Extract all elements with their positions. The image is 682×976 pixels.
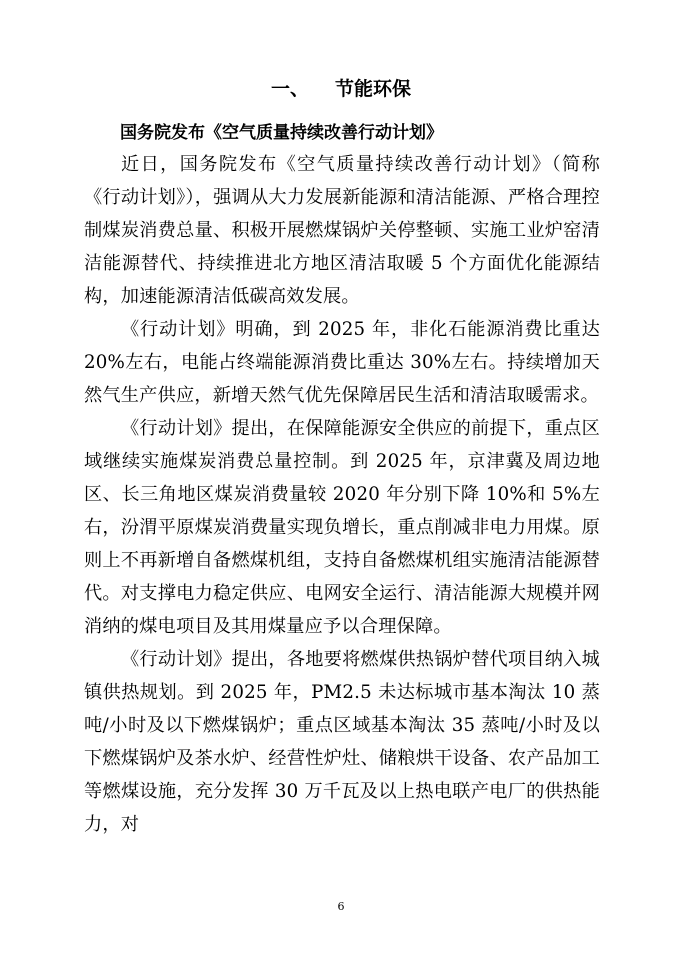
article-body — [84, 148, 600, 841]
paragraph-2: 《行动计划》明确，到 2025 年，非化石能源消费比重达 20%左右，电能占终端能源消费比重达 30%左右。持续增加天然气生产供应，新增天然气优先保障居民生活和清洁取暖需求。 — [84, 319, 600, 406]
paragraph-4: 《行动计划》提出，各地要将燃煤供热锅炉替代项目纳入城镇供热规划。到 2025 年，PM2.5 未达标城市基本淘汰 10 蒸吨/小时及以下燃煤锅炉；重点区域基本淘汰 35 蒸吨/小时及以下燃煤锅炉及茶水炉、经营性炉灶、储粮烘干设备、农产品加工等燃煤设施，充分发挥 30 万千瓦及以上热电联产电厂的供热能力，对 — [84, 649, 600, 835]
section-number: 一、 — [270, 78, 309, 100]
paragraph-3: 《行动计划》提出，在保障能源安全供应的前提下，重点区域继续实施煤炭消费总量控制。到 2025 年，京津冀及周边地区、长三角地区煤炭消费量较 2020 年分别下降 10%和 5%左右，汾渭平原煤炭消费量实现负增长，重点削减非电力用煤。原则上不再新增自备燃煤机组，支持自备燃煤机组实施清洁能源替代。对支撑电力稳定供应、电网安全运行、清洁能源大规模并网消纳的煤电项目及其用煤量应予以合理保障。 — [84, 418, 600, 637]
page-number: 6 — [337, 900, 345, 913]
section-heading — [0, 76, 682, 102]
section-title: 节能环保 — [335, 78, 412, 100]
paragraph-1: 近日，国务院发布《空气质量持续改善行动计划》（简称《行动计划》），强调从大力发展新能源和清洁能源、严格合理控制煤炭消费总量、积极开展燃煤锅炉关停整顿、实施工业炉窑清洁能源替代、持续推进北方地区清洁取暖 5 个方面优化能源结构，加速能源清洁低碳高效发展。 — [84, 154, 600, 307]
article-title: 国务院发布《空气质量持续改善行动计划》 — [120, 123, 443, 143]
